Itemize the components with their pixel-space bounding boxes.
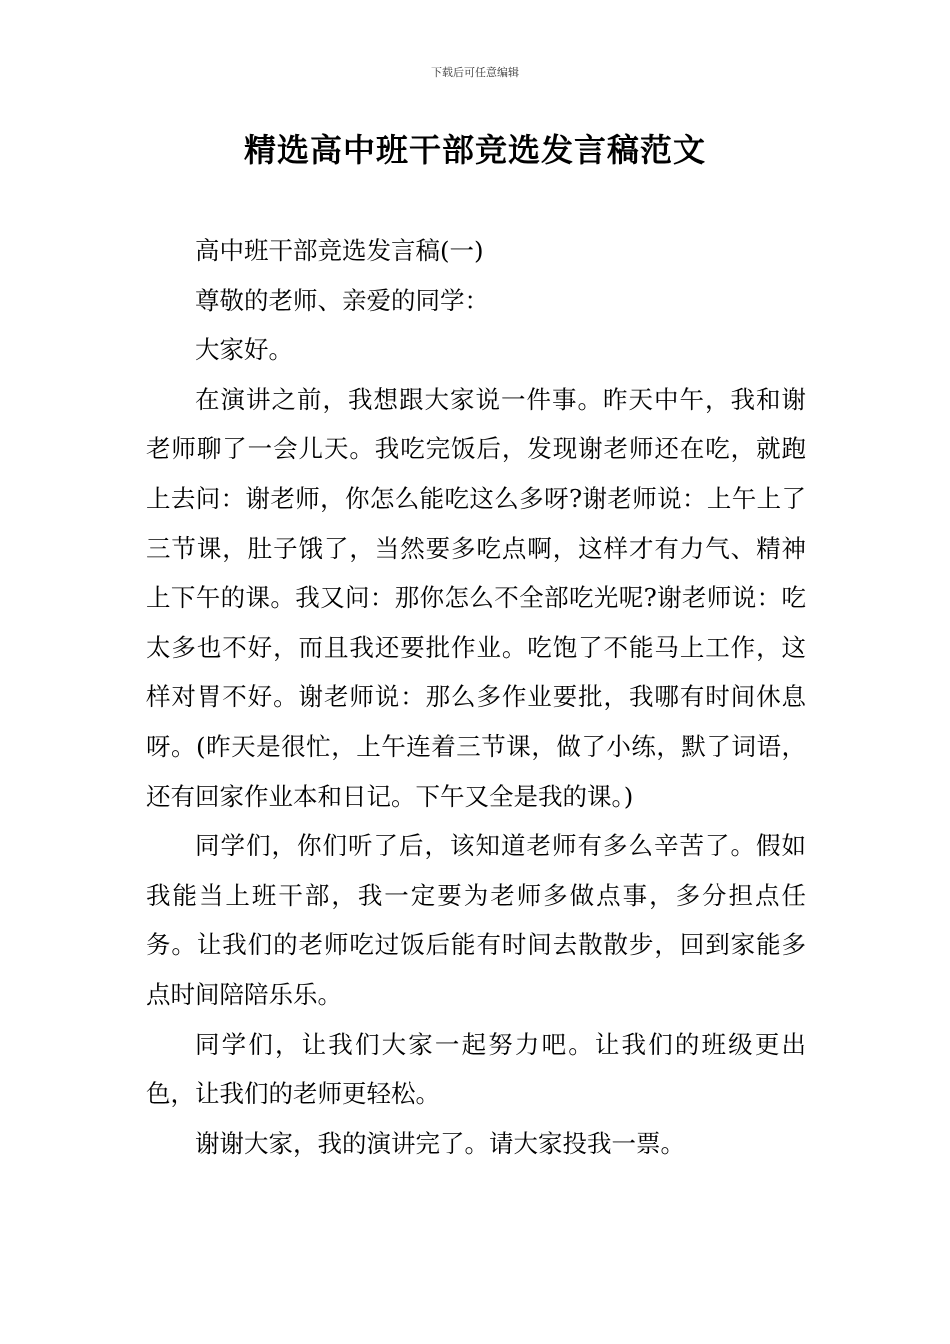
closing-paragraph: 谢谢大家，我的演讲完了。请大家投我一票。 xyxy=(195,1128,685,1158)
salutation-paragraph: 尊敬的老师、亲爱的同学： xyxy=(195,285,489,315)
body-paragraph: 在演讲之前，我想跟大家说一件事。昨天中午，我和谢老师聊了一会儿天。我吃完饭后，发现谢老师还在吃，就跑上去问：谢老师，你怎么能吃这么多呀?谢老师说：上午上了三节课，肚子饿了，当然要多吃点啊，这样才有力气、精神上下午的课。我又问：那你怎么不全部吃光呢?谢老师说：吃太多也不好，而且我还要批作业。吃饱了不能马上工作，这样对胃不好。谢老师说：那么多作业要批，我哪有时间休息呀。(昨天是很忙，上午连着三节课，做了小练，默了词语，还有回家作业本和日记。下午又全是我的课。) xyxy=(146,384,806,811)
document-title: 精选高中班干部竞选发言稿范文 xyxy=(243,131,706,169)
body-paragraph: 同学们，让我们大家一起努力吧。让我们的班级更出色，让我们的老师更轻松。 xyxy=(146,1029,806,1109)
greeting-paragraph: 大家好。 xyxy=(195,335,293,365)
header-note: 下载后可任意编辑 xyxy=(431,66,519,79)
document-body xyxy=(146,226,806,1168)
subtitle-paragraph: 高中班干部竞选发言稿(一) xyxy=(195,236,484,265)
body-paragraph: 同学们，你们听了后，该知道老师有多么辛苦了。假如我能当上班干部，我一定要为老师多做点事，多分担点任务。让我们的老师吃过饭后能有时间去散散步，回到家能多点时间陪陪乐乐。 xyxy=(146,831,806,1009)
